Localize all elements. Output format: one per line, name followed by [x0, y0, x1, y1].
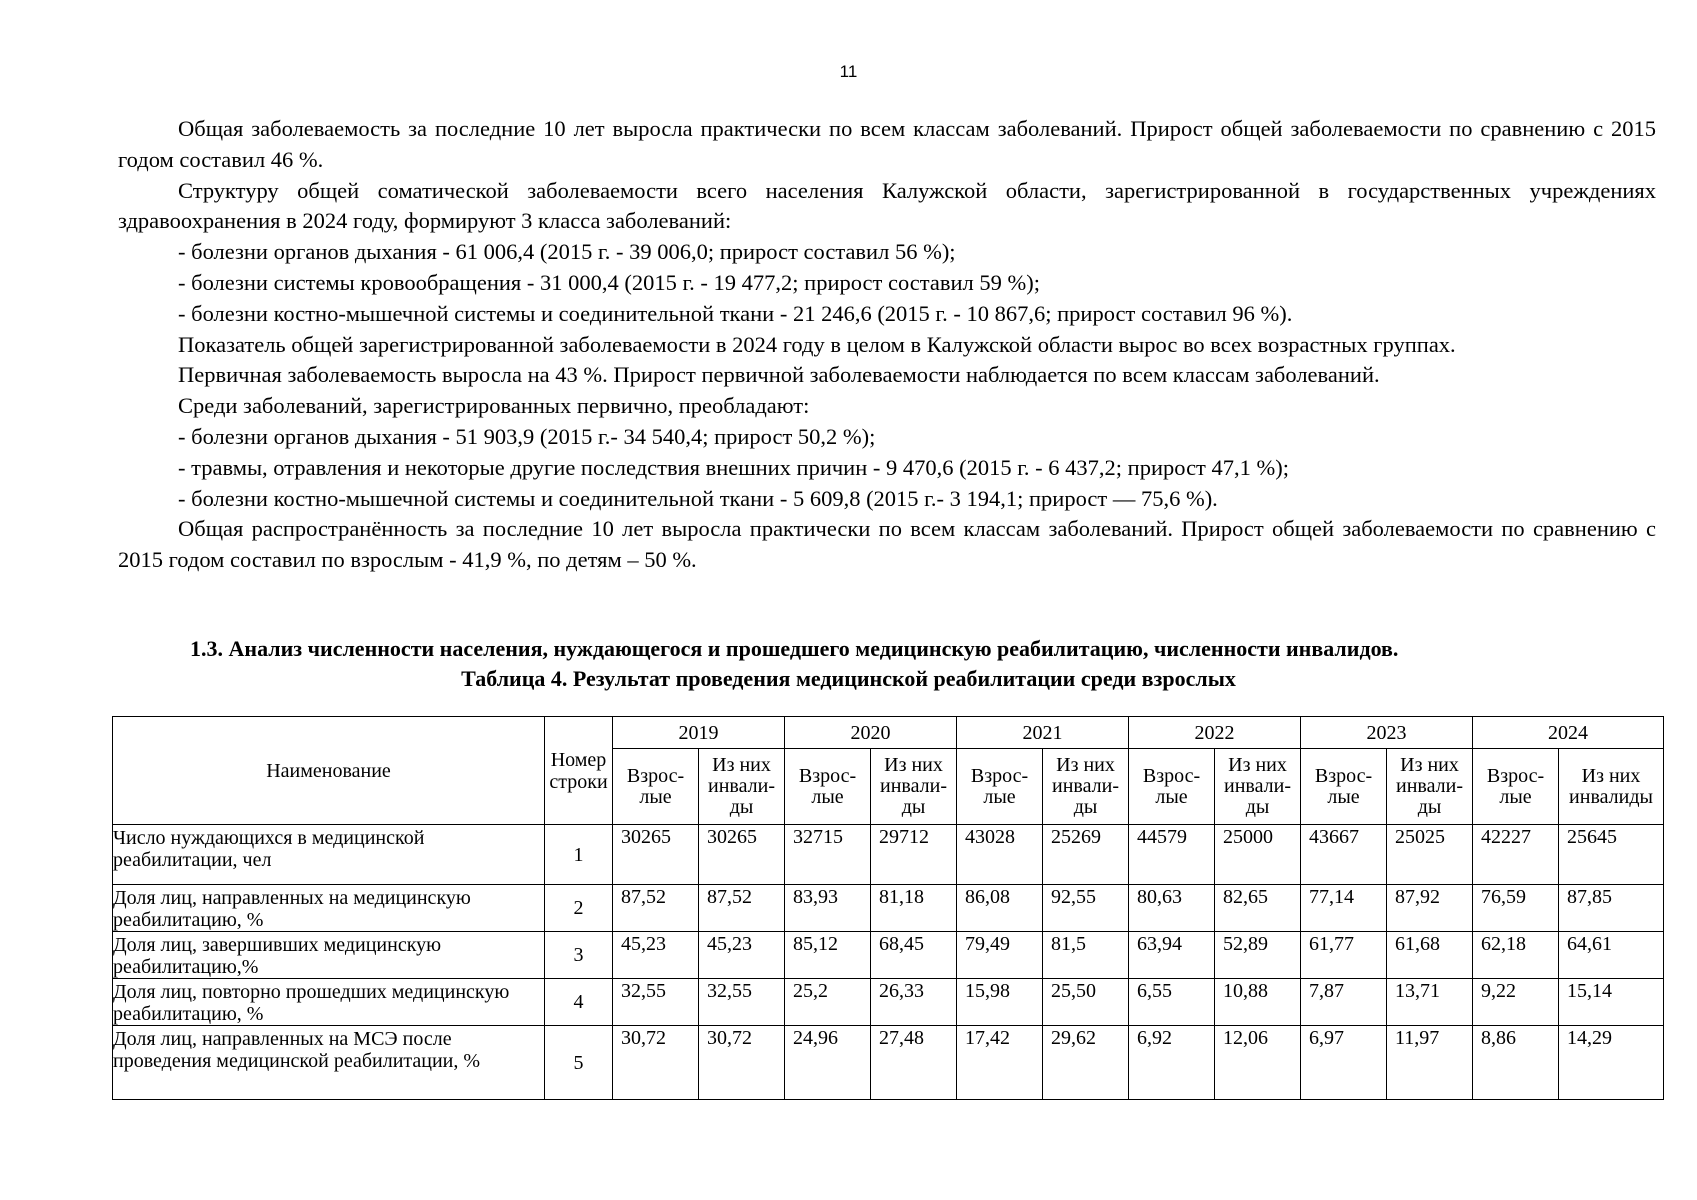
- table-cell: 6,55: [1129, 979, 1215, 1026]
- header-row-number: Номер строки: [545, 717, 613, 825]
- table-row: [113, 825, 1664, 885]
- table-cell: 62,18: [1473, 932, 1559, 979]
- table-cell: 45,23: [699, 932, 785, 979]
- header-name: Наименование: [113, 717, 545, 825]
- table-cell: 25,2: [785, 979, 871, 1026]
- table-cell: 29712: [871, 825, 957, 885]
- header-year: 2020: [785, 717, 957, 749]
- table-cell: 6,97: [1301, 1026, 1387, 1100]
- table-cell: 32715: [785, 825, 871, 885]
- table-cell: 81,18: [871, 885, 957, 932]
- table-cell: 87,92: [1387, 885, 1473, 932]
- table-cell: 64,61: [1559, 932, 1664, 979]
- paragraph: Общая распространённость за последние 10 лет выросла практически по всем классам заболеваний. Прирост общей заболеваемости по сравнению с 2015 годом составил по взрослым - 41,9 %, по детям – 50 %.: [118, 516, 1656, 573]
- table-cell: 61,68: [1387, 932, 1473, 979]
- row-name: Число нуждающихся в медицинской реабилитации, чел: [113, 825, 545, 885]
- table-cell: 63,94: [1129, 932, 1215, 979]
- table-cell: 44579: [1129, 825, 1215, 885]
- header-year: 2021: [957, 717, 1129, 749]
- table-cell: 27,48: [871, 1026, 957, 1100]
- table-body: [113, 825, 1664, 1100]
- table-cell: 87,52: [699, 885, 785, 932]
- table-cell: 87,52: [613, 885, 699, 932]
- table-cell: 43028: [957, 825, 1043, 885]
- table-cell: 12,06: [1215, 1026, 1301, 1100]
- table-cell: 68,45: [871, 932, 957, 979]
- row-number: 5: [545, 1026, 613, 1100]
- table-cell: 32,55: [613, 979, 699, 1026]
- page-number: 11: [839, 62, 858, 81]
- table-cell: 25645: [1559, 825, 1664, 885]
- header-adults: Взрос-лые: [1473, 749, 1559, 825]
- table-cell: 15,98: [957, 979, 1043, 1026]
- table-cell: 17,42: [957, 1026, 1043, 1100]
- paragraph: Первичная заболеваемость выросла на 43 %. Прирост первичной заболеваемости наблюдается по всем классам заболеваний.: [178, 362, 1380, 388]
- table-cell: 24,96: [785, 1026, 871, 1100]
- table-cell: 42227: [1473, 825, 1559, 885]
- table-row: [113, 979, 1664, 1026]
- table-cell: 25269: [1043, 825, 1129, 885]
- table-cell: 77,14: [1301, 885, 1387, 932]
- header-adults: Взрос-лые: [957, 749, 1043, 825]
- list-item: - травмы, отравления и некоторые другие последствия внешних причин - 9 470,6 (2015 г. - 6 437,2; прирост 47,1 %);: [178, 454, 1290, 480]
- header-adults: Взрос-лые: [785, 749, 871, 825]
- table-cell: 87,85: [1559, 885, 1664, 932]
- header-disabled: Из них инвалиды: [1559, 749, 1664, 825]
- table-cell: 14,29: [1559, 1026, 1664, 1100]
- table-header-years: [113, 717, 1664, 749]
- table-cell: 30,72: [699, 1026, 785, 1100]
- header-disabled: Из них инвали-ды: [871, 749, 957, 825]
- table-cell: 30265: [613, 825, 699, 885]
- table-cell: 85,12: [785, 932, 871, 979]
- header-year: 2023: [1301, 717, 1473, 749]
- table-cell: 25,50: [1043, 979, 1129, 1026]
- table-cell: 9,22: [1473, 979, 1559, 1026]
- rehabilitation-table: [112, 716, 1664, 1100]
- table-cell: 10,88: [1215, 979, 1301, 1026]
- header-disabled: Из них инвали-ды: [1043, 749, 1129, 825]
- table-cell: 61,77: [1301, 932, 1387, 979]
- table-cell: 32,55: [699, 979, 785, 1026]
- list-item: - болезни органов дыхания - 51 903,9 (2015 г.- 34 540,4; прирост 50,2 %);: [178, 423, 876, 449]
- table-cell: 52,89: [1215, 932, 1301, 979]
- header-year: 2024: [1473, 717, 1664, 749]
- header-adults: Взрос-лые: [613, 749, 699, 825]
- header-disabled: Из них инвали-ды: [699, 749, 785, 825]
- table-row: [113, 1026, 1664, 1100]
- header-disabled: Из них инвали-ды: [1387, 749, 1473, 825]
- table-cell: 15,14: [1559, 979, 1664, 1026]
- table-cell: 92,55: [1043, 885, 1129, 932]
- table-cell: 25000: [1215, 825, 1301, 885]
- paragraph: Структуру общей соматической заболеваемости всего населения Калужской области, зарегистрированной в государственных учреждениях здравоохранения в 2024 году, формируют 3 класса заболеваний:: [118, 177, 1656, 234]
- table-cell: 8,86: [1473, 1026, 1559, 1100]
- table-cell: 11,97: [1387, 1026, 1473, 1100]
- header-year: 2019: [613, 717, 785, 749]
- table-cell: 76,59: [1473, 885, 1559, 932]
- list-item: - болезни костно-мышечной системы и соединительной ткани - 21 246,6 (2015 г. - 10 867,6; прирост составил 96 %).: [178, 300, 1293, 326]
- row-number: 3: [545, 932, 613, 979]
- table-cell: 45,23: [613, 932, 699, 979]
- row-number: 4: [545, 979, 613, 1026]
- header-year: 2022: [1129, 717, 1301, 749]
- table-caption: Таблица 4. Результат проведения медицинской реабилитации среди взрослых: [461, 666, 1236, 691]
- header-adults: Взрос-лые: [1301, 749, 1387, 825]
- header-adults: Взрос-лые: [1129, 749, 1215, 825]
- list-item: - болезни костно-мышечной системы и соединительной ткани - 5 609,8 (2015 г.- 3 194,1; прирост — 75,6 %).: [178, 485, 1218, 511]
- header-disabled: Из них инвали-ды: [1215, 749, 1301, 825]
- table-cell: 7,87: [1301, 979, 1387, 1026]
- table-cell: 86,08: [957, 885, 1043, 932]
- table-cell: 79,49: [957, 932, 1043, 979]
- table-cell: 13,71: [1387, 979, 1473, 1026]
- row-number: 2: [545, 885, 613, 932]
- table-cell: 30,72: [613, 1026, 699, 1100]
- row-name: Доля лиц, завершивших медицинскую реабилитацию,%: [113, 932, 545, 979]
- paragraph: Показатель общей зарегистрированной заболеваемости в 2024 году в целом в Калужской области вырос во всех возрастных группах.: [178, 331, 1456, 357]
- row-name: Доля лиц, направленных на медицинскую реабилитацию, %: [113, 885, 545, 932]
- section-heading: 1.3. Анализ численности населения, нуждающегося и прошедшего медицинскую реабилитацию, численности инвалидов.: [190, 636, 1399, 661]
- table-row: [113, 932, 1664, 979]
- table-row: [113, 885, 1664, 932]
- table-cell: 83,93: [785, 885, 871, 932]
- body-text: [118, 114, 1656, 576]
- table-cell: 29,62: [1043, 1026, 1129, 1100]
- row-name: Доля лиц, направленных на МСЭ после проведения медицинской реабилитации, %: [113, 1026, 545, 1100]
- table-cell: 6,92: [1129, 1026, 1215, 1100]
- table-cell: 81,5: [1043, 932, 1129, 979]
- table-cell: 25025: [1387, 825, 1473, 885]
- list-item: - болезни органов дыхания - 61 006,4 (2015 г. - 39 006,0; прирост составил 56 %);: [178, 239, 956, 265]
- row-number: 1: [545, 825, 613, 885]
- list-item: - болезни системы кровообращения - 31 000,4 (2015 г. - 19 477,2; прирост составил 59 %);: [178, 269, 1041, 295]
- table-cell: 43667: [1301, 825, 1387, 885]
- row-name: Доля лиц, повторно прошедших медицинскую реабилитацию, %: [113, 979, 545, 1026]
- table-cell: 82,65: [1215, 885, 1301, 932]
- paragraph: Среди заболеваний, зарегистрированных первично, преобладают:: [178, 393, 810, 419]
- table-cell: 80,63: [1129, 885, 1215, 932]
- table-cell: 30265: [699, 825, 785, 885]
- paragraph: Общая заболеваемость за последние 10 лет выросла практически по всем классам заболеваний. Прирост общей заболеваемости по сравнению с 2015 годом составил 46 %.: [118, 116, 1656, 172]
- table-cell: 26,33: [871, 979, 957, 1026]
